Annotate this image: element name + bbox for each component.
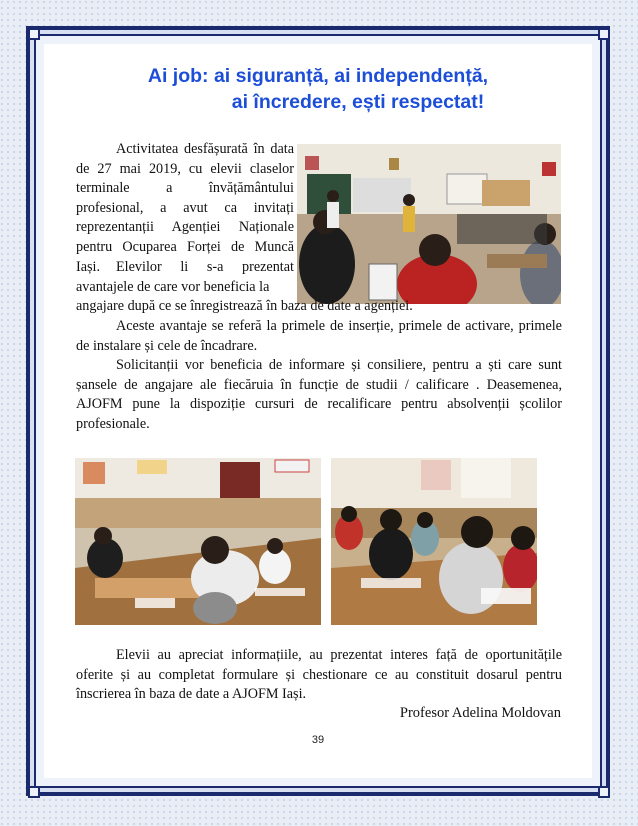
corner-ornament xyxy=(28,28,40,40)
advantages-paragraph-continuation: angajare după ce se înregistrează în baza de date a agenției. xyxy=(76,298,413,314)
corner-ornament xyxy=(598,786,610,798)
students-forms-photo-left xyxy=(75,458,321,625)
conclusion-paragraph: Elevii au apreciat informațiile, au prezentat interes față de oportunitățile oferite și au completat formulare și chestionare ce au constituit dosarul pentru înscrierea în baza de date a AJOFM Iași. xyxy=(76,647,562,703)
intro-paragraph: Activitatea desfășurată în data de 27 mai 2019, cu elevii claselor terminale a învățământului profesional, a avut ca invitați reprezentanții Agenției Naționale pentru Ocuparea Forței de Muncă Iași. xyxy=(76,141,294,275)
corner-ornament xyxy=(28,786,40,798)
title-line-1: Ai job: ai siguranță, ai independență, xyxy=(147,65,489,87)
benefits-paragraph: Aceste avantaje se referă la primele de inserție, primele de activare, primele de instalare și cele de încadrare. xyxy=(76,318,562,354)
classroom-presentation-photo xyxy=(297,144,561,304)
students-forms-photo-right xyxy=(331,458,537,625)
counseling-paragraph: Solicitanții vor beneficia de informare și consiliere, pentru a ști care sunt șansele de angajare ale fiecăruia în funcție de studii / calificare . Deasemenea, AJOFM pune la dispoziție cursuri de recalificare pentru absolvenții școlilor profesionale. xyxy=(76,357,562,432)
author-signature: Profesor Adelina Moldovan xyxy=(399,705,561,721)
corner-ornament xyxy=(598,28,610,40)
page-number: 39 xyxy=(311,734,325,746)
advantages-paragraph-start: Elevilor li s-a prezentat avantajele de care vor beneficia la xyxy=(76,259,294,295)
title-line-2: ai încredere, ești respectat! xyxy=(231,91,485,113)
document-page xyxy=(44,44,592,778)
